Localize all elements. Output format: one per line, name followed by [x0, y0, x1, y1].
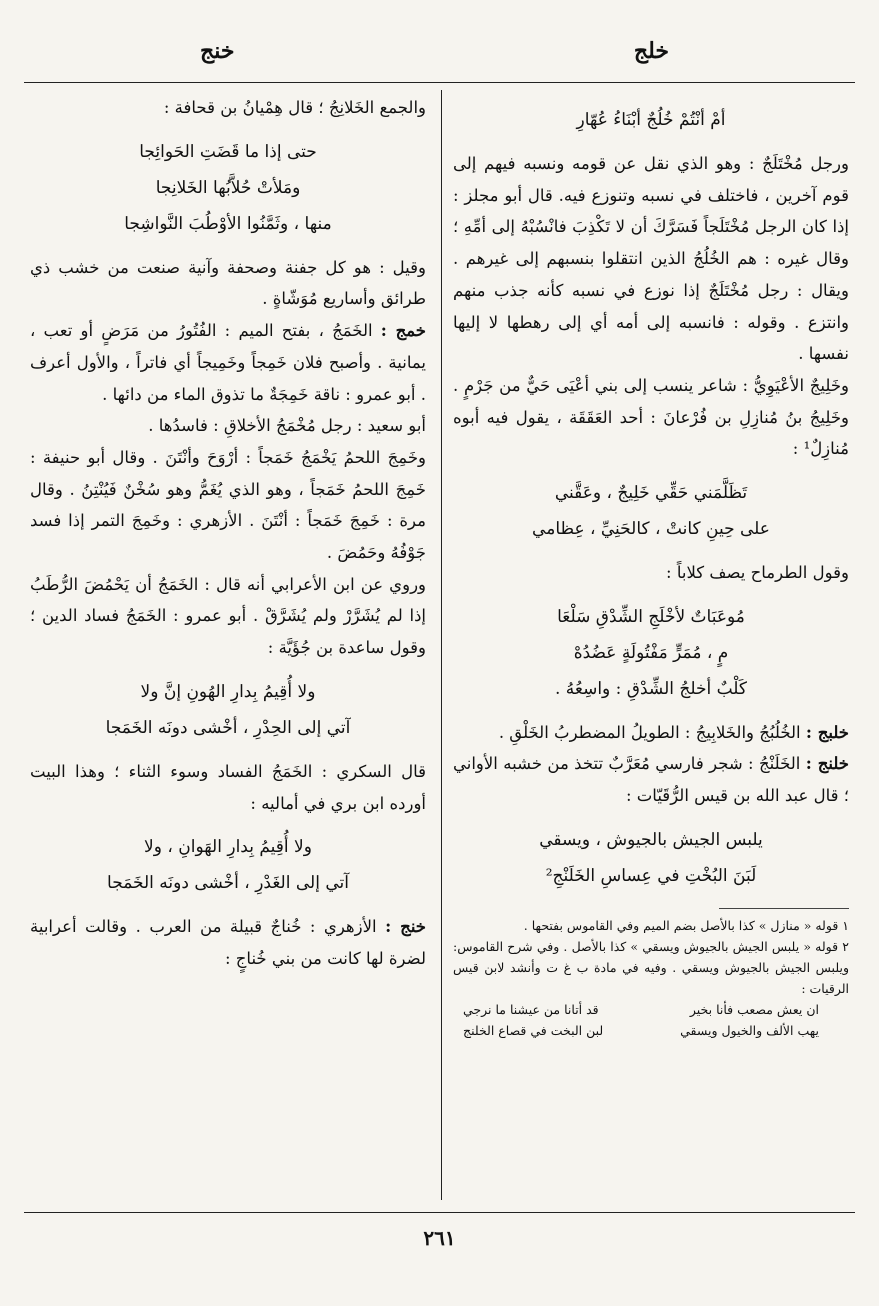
- footnote-verse-hemistich: يهب الألف والخيول ويسقي: [680, 1022, 819, 1038]
- verse-line: مُوعَبَاتٌ لأخْلَجِ الشِّدْقِ سَلْعَا: [557, 606, 745, 627]
- verse-line: كَلْبٌ أخلجُ الشِّدْقِ : واسِعُهُ .: [554, 678, 748, 699]
- verse-line: أمْ أنْتُمْ خُلُجٌ أبْنَاءُ عُهّارِ: [576, 110, 726, 130]
- entry-paragraph: [453, 370, 849, 465]
- entry-paragraph: [453, 148, 849, 370]
- verse-line: منها ، وثَمَّنُوا الأوْطُبَ النَّواشِجا: [124, 213, 332, 234]
- verse-line: حتى إذا ما قَضَتِ الحَوائِجا: [139, 141, 317, 162]
- entry-text: الأزهري : خُناجٌ قبيلة من العرب . وقالت أعرابية لضرة لها كانت من بني خُناجٍ :: [30, 917, 426, 968]
- entry-text: وقيل : هو كل جفنة وصحفة وآنية صنعت من خشب ذي طرائق وأساريع مُوَشّاةٍ .: [30, 257, 426, 309]
- column-divider: [441, 90, 442, 1200]
- entry-text: وخَلِيجٌ الأعْيَوِيُّ : شاعر ينسب إلى بني أعْيَى حَيٌّ من جَرْمٍ . وخَلِيجُ بنُ مُنازِلِ بن فُرْعانَ : أحد العَقَقَة ، يقول فيه أبوه مُنازِلٌ¹ :: [453, 375, 849, 459]
- entry-paragraph: [453, 717, 849, 749]
- entry-paragraph: [30, 92, 426, 124]
- entry-paragraph: [30, 911, 426, 974]
- verse-line: ولا أُقِيمُ بِدارِ الهُونِ إنَّ ولا: [140, 681, 316, 702]
- right-running-header: خلج: [633, 38, 669, 64]
- entry-paragraph: [453, 748, 849, 811]
- verse-block: [453, 599, 849, 707]
- entry-paragraph: [30, 569, 426, 664]
- entry-text: وقول الطرماح يصف كلاباً :: [666, 563, 849, 583]
- verse-line: ولا أُقِيمُ بِدارِ الهَوانِ ، ولا: [144, 837, 312, 858]
- entry-text: أبو سعيد : رجل مُخْمَجُ الأخلاقِ : فاسدُها .: [148, 416, 426, 436]
- footnote-verse-hemistich: لبن البخت في قصاع الخلنج: [463, 1022, 604, 1038]
- footnote-separator: [719, 908, 849, 909]
- footer-rule: [24, 1212, 855, 1213]
- right-column: [453, 92, 849, 1041]
- footnote: ١ قوله « منازل » كذا بالأصل بضم الميم وفي القاموس بفتحها .: [523, 917, 849, 933]
- verse-line: تَظَلَّمَني حَقِّي خَلِيجٌ ، وعَقَّني: [554, 483, 748, 504]
- verse-line: على حِينِ كانتْ ، كالحَنِيِّ ، عِظامي: [532, 519, 770, 540]
- verse-block: [30, 674, 426, 746]
- left-running-header: خنج: [200, 38, 235, 64]
- entry-headword: خلنج :: [805, 754, 849, 774]
- verse-line: ومَلأتْ حُلاَّبُها الخَلانِجا: [155, 177, 301, 198]
- entry-headword: خلبج :: [805, 722, 849, 742]
- entry-text: وخَمِجَ اللحمُ يَخْمَجُ خَمَجاً : أرْوَحَ وأنْتَنَ . وقال أبو حنيفة : خَمِجَ اللحمُ خَمَجاً ، وهو الذي يُغَمُّ وهو سُخْنٌ فَيُنْتِنُ . وقال مرة : خَمِجَ خَمَجاً : أنْتَنَ . الأزهري : وخَمِجَ التمر إذا فسد جَوْفُهُ وحَمُضَ .: [30, 447, 426, 563]
- entry-headword: خمج :: [380, 321, 426, 341]
- entry-text: قال السكري : الخَمَجُ الفساد وسوء الثناء ؛ وهذا البيت أورده ابن بري في أماليه :: [30, 761, 426, 813]
- verse-block: [453, 102, 849, 138]
- entry-text: ورجل مُخْتَلَجٌ : وهو الذي نقل عن قومه ونسبه فيهم إلى قوم آخرين ، فاختلف في نسبه وتنوزع فيه. قال أبو مجلز : إذا كان الرجل مُخْتَلَجاً فَسَرَّكَ أن لا تَكْذِبَ فانْسُبْهُ إلى أمِّهِ ؛ وقال غيره : هم الخُلُجُ الذين انتقلوا بنسبهم إلى غيرهم . ويقال : رجل مُخْتَلَجٌ إذا نوزع في نسبه كأنه جذب منهم وانتزع . وقوله : فانسبه إلى أمه أي إلى رهطها لا إليها نفسها .: [453, 154, 849, 364]
- verse-line: لَبَنَ البُخْتِ في عِساسِ الخَلَنْجِ²: [545, 865, 757, 886]
- verse-line: مٍ ، مُمَرٍّ مَفْتُولَةٍ عَضُدُهْ: [573, 642, 729, 663]
- entry-paragraph: [30, 442, 426, 569]
- page-number: ٢٦١: [423, 1226, 456, 1250]
- left-column: [30, 92, 426, 975]
- verse-block: [453, 822, 849, 894]
- entry-text: والجمع الخَلانِجُ ؛ قال هِمْيانُ بن قحافة :: [163, 98, 426, 117]
- entry-text: الخُلُبُجُ والخَلابِيجُ : الطويلُ المضطربُ الخَلْقِ .: [498, 722, 806, 742]
- footnote-verse: [453, 1020, 849, 1041]
- entry-paragraph: [30, 410, 426, 442]
- verse-line: آتي إلى الحِدْرِ ، أخْشى دونَه الخَمَجا: [105, 717, 351, 738]
- verse-line: يلبس الجيش بالجيوش ، ويسقي: [539, 829, 763, 850]
- footnote-verse-hemistich: ان يعش مصعب فأنا بخير: [689, 1001, 819, 1017]
- header-rule: [24, 82, 855, 83]
- entry-text: الخَمَجُ ، بفتح الميم : الفُتُورُ من مَرَضٍ أو تعب ، يمانية . وأصبح فلان خَمِجاً وخَمِيجاً أي فاتراً ، والأول أعرف . أبو عمرو : ناقة خَمِجَةٌ ما تذوق الماء من دائها .: [30, 321, 426, 404]
- entry-text: الخَلَنْجُ : شجر فارسي مُعَرَّبٌ تتخذ من خشبه الأواني ؛ قال عبد الله بن قيس الرُّقَيّات :: [453, 754, 849, 806]
- verse-block: [30, 829, 426, 901]
- footnote: ٢ قوله « يلبس الجيش بالجيوش ويسقي » كذا بالأصل . وفي شرح القاموس: ويلبس الجيش بالجيوش ويسقي . وفيه في مادة ب غ ت وأنشد لابن قيس الرقيات :: [453, 938, 849, 996]
- entry-headword: خنج :: [385, 917, 426, 937]
- entry-paragraph: [30, 756, 426, 819]
- footnote-verse: [453, 999, 849, 1020]
- footnote-verse-hemistich: قد أتانا من عيشنا ما نرجي: [463, 1001, 599, 1017]
- entry-paragraph: [30, 252, 426, 315]
- entry-text: وروي عن ابن الأعرابي أنه قال : الخَمَجُ أن يَحْمُضَ الرُّطَبُ إذا لم يُشَرَّرْ ولم يُشَرَّقْ . أبو عمرو : الخَمَجُ فساد الدين ؛ وقول ساعدة بن جُؤَيَّة :: [30, 574, 426, 658]
- entry-paragraph: [30, 315, 426, 410]
- verse-block: [453, 475, 849, 547]
- entry-paragraph: [453, 557, 849, 589]
- verse-block: [30, 134, 426, 242]
- verse-line: آتي إلى الغَدْرِ ، أخْشى دونَه الخَمَجا: [107, 873, 349, 894]
